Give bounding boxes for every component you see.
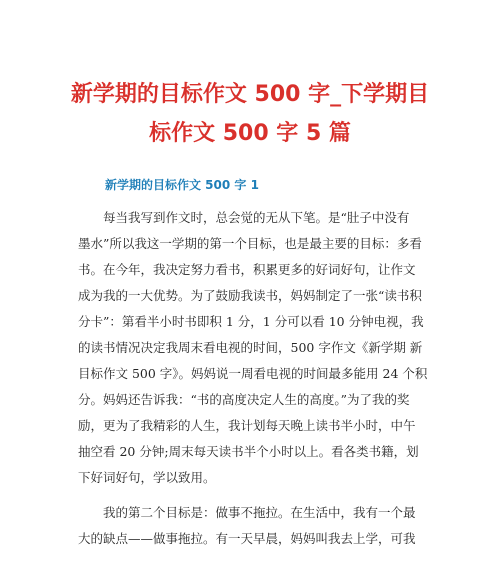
text-line: 分卡”：第看半小时书即积 1 分，1 分可以看 10 分钟电视，我 [78,314,424,329]
text-line: 下好词好句，学以致用。 [78,470,216,485]
text-line: 我的第二个目标是：做事不拖拉。在生活中，我有一个最 [103,505,416,520]
text-line: 目标作文 500 字》。妈妈说一周看电视的时间最多能用 24 个积 [78,366,428,381]
text-line: 抽空看 20 分钟;周末每天读书半个小时以上。看各类书籍，划 [78,444,419,459]
text-line: 书。在今年，我决定努力看书，积累更多的好词好句，让作文 [78,262,416,277]
section-heading: 新学期的目标作文 500 字 1 [105,178,259,192]
text-line: 励，更为了我精彩的人生，我计划每天晚上读书半小时，中午 [78,418,416,433]
text-line: 墨水”所以我这一学期的第一个目标，也是最主要的目标：多看 [78,236,422,251]
title-line-1: 新学期的目标作文 500 字_下学期目 [70,81,430,107]
text-line: 每当我写到作文时，总会觉的无从下笔。是“肚子中没有 [103,210,410,225]
paragraph [78,500,428,552]
title-line-2: 标作文 500 字 5 篇 [149,120,351,146]
paragraph [78,205,428,491]
paragraph-spacer [78,491,428,500]
document-title [40,75,460,153]
text-line: 分。妈妈还告诉我：“书的高度决定人生的高度。”为了我的奖 [78,392,410,407]
text-line: 大的缺点——做事拖拉。有一天早晨，妈妈叫我去上学，可我 [78,531,416,546]
text-line: 成为我的一大优势。为了鼓励我读书，妈妈制定了一张“读书积 [78,288,422,303]
text-line: 的读书情况决定我周末看电视的时间，500 字作文《新学期 新 [78,340,423,355]
article-body [78,205,428,552]
